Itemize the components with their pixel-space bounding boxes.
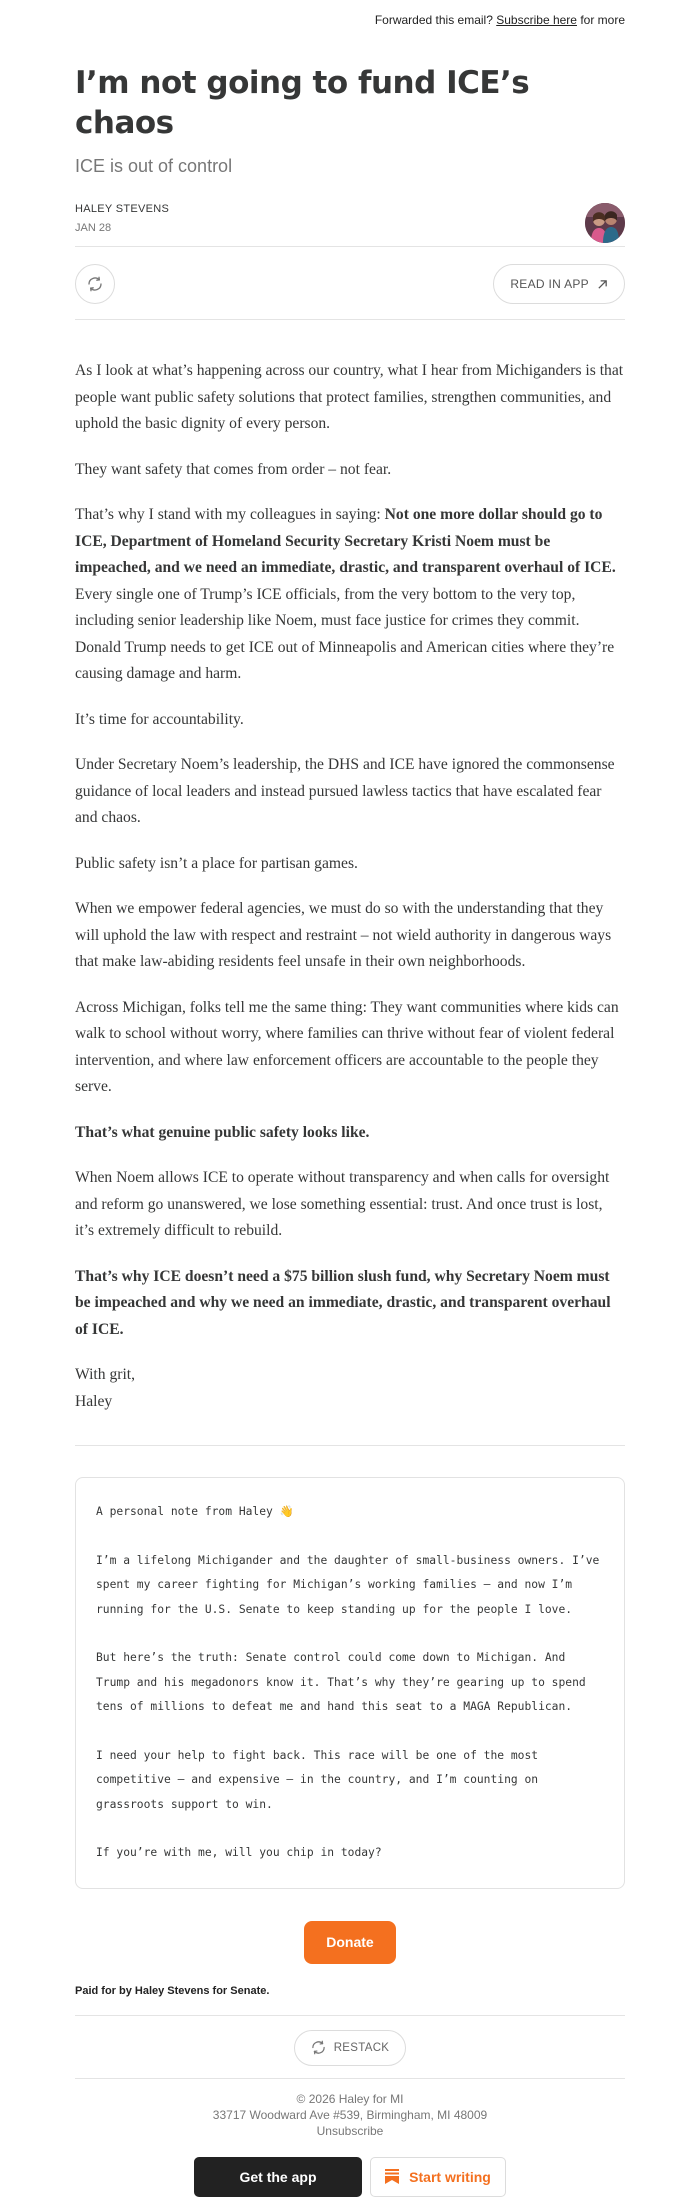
personal-note-box — [75, 1477, 625, 1889]
donate-container — [75, 1921, 625, 1965]
body-paragraph: It’s time for accountability. — [75, 710, 244, 728]
avatar[interactable] — [585, 203, 625, 243]
post-title[interactable]: I’m not going to fund ICE’s chaos — [75, 65, 530, 141]
body-paragraph: Under Secretary Noem’s leadership, the DHS and ICE have ignored the commonsense guidance of local leaders and instead pursued lawless tactics that have escalated fear and chaos. — [75, 756, 615, 826]
forward-suffix: for more — [580, 13, 625, 27]
start-writing-label: Start writing — [409, 2168, 491, 2185]
body-paragraph — [75, 502, 625, 688]
body-text-bold: That’s what genuine public safety looks like. — [75, 1123, 370, 1141]
note-heading: A personal note from Haley 👋 — [96, 1505, 294, 1518]
body-paragraph: When Noem allows ICE to operate without transparency and when calls for oversight and reform go unanswered, we lose something essential: trust. And once trust is lost, it’s extremely difficult to rebuild. — [75, 1169, 610, 1239]
restack-icon — [87, 276, 103, 292]
body-paragraph — [75, 1264, 625, 1344]
restack-container — [75, 2030, 625, 2066]
post-body — [75, 358, 625, 1415]
restack-label: RESTACK — [333, 2041, 390, 2054]
arrow-up-right-icon — [597, 279, 608, 290]
post-actions — [75, 247, 625, 319]
avatar-photo-icon — [585, 203, 625, 243]
substack-logo-icon — [385, 2169, 399, 2184]
restack-button-top[interactable] — [75, 264, 115, 304]
footer — [75, 2091, 625, 2139]
read-in-app-label: READ IN APP — [510, 277, 589, 291]
body-text-lead: That’s why I stand with my colleagues in saying: — [75, 506, 385, 523]
note-paragraph: But here’s the truth: Senate control could come down to Michigan. And Trump and his megadonors know it. That’s why they’re gearing up to spend tens of millions to defeat me and hand this seat to a MAGA Republican. — [96, 1651, 586, 1713]
body-text-rest: Every single one of Trump’s ICE officials, from the very bottom to the very top, including senior leadership like Noem, must face justice for crimes they commit. Donald Trump needs to get ICE out of Minneapolis and American cities where they’re causing damage and harm. — [75, 585, 615, 682]
body-paragraph: When we empower federal agencies, we must do so with the understanding that they will uphold the law with respect and restraint – not wield authority in dangerous ways that make law-abiding residents feel unsafe in their own neighborhoods. — [75, 900, 612, 970]
author-name[interactable]: HALEY STEVENS — [75, 203, 170, 215]
body-paragraph: As I look at what’s happening across our country, what I hear from Michiganders is that people want public safety solutions that protect families, strengthen communities, and uphold the basic dignity of every person. — [75, 362, 624, 432]
get-the-app-button[interactable]: Get the app — [194, 2157, 362, 2197]
body-paragraph: Public safety isn’t a place for partisan games. — [75, 854, 358, 872]
read-in-app-button[interactable] — [493, 264, 625, 304]
footer-copyright: © 2026 Haley for MI — [296, 2091, 404, 2106]
body-paragraph — [75, 1120, 625, 1147]
forward-prefix: Forwarded this email? — [374, 13, 493, 27]
unsubscribe-link[interactable]: Unsubscribe — [316, 2123, 384, 2138]
byline — [75, 202, 625, 246]
body-text-bold: Not one more dollar should go to ICE, Department of Homeland Security Secretary Kristi Noem must be impeached, and we need an immediate, drastic, and transparent overhaul of ICE. — [75, 506, 616, 576]
divider — [75, 2015, 625, 2016]
divider — [75, 1445, 625, 1446]
body-paragraph: They want safety that comes from order – not fear. — [75, 460, 392, 478]
sign-off — [75, 1362, 625, 1415]
donate-button[interactable]: Donate — [304, 1921, 395, 1964]
sign-off-line: With grit, — [75, 1366, 136, 1383]
post-date: JAN 28 — [75, 222, 112, 234]
body-text-bold: That’s why ICE doesn’t need a $75 billion slush fund, why Secretary Noem must be impeached and why we need an immediate, drastic, and transparent overhaul of ICE. — [75, 1267, 611, 1338]
footer-address: 33717 Woodward Ave #539, Birmingham, MI 48009 — [212, 2107, 488, 2122]
post-subtitle: ICE is out of control — [75, 156, 233, 176]
note-paragraph: I’m a lifelong Michigander and the daughter of small-business owners. I’ve spent my career fighting for Michigan’s working families – and now I’m running for the U.S. Senate to keep standing up for the people I love. — [96, 1553, 600, 1616]
email-container — [75, 0, 625, 2197]
divider — [75, 319, 625, 320]
note-paragraph: I need your help to fight back. This race will be one of the most competitive – and expensive – in the country, and I’m counting on grassroots support to win. — [96, 1748, 539, 1811]
subscribe-link[interactable]: Subscribe here — [496, 13, 577, 27]
divider — [75, 2078, 625, 2079]
note-paragraph: If you’re with me, will you chip in today? — [96, 1846, 382, 1859]
body-paragraph: Across Michigan, folks tell me the same thing: They want communities where kids can walk to school without worry, where families can thrive without fear of violent federal intervention, and where law enforcement officers are accountable to the people they serve. — [75, 998, 619, 1095]
forward-bar — [75, 0, 625, 33]
signature-name: Haley — [75, 1392, 113, 1410]
paid-for-disclaimer: Paid for by Haley Stevens for Senate. — [75, 1984, 270, 1997]
restack-icon — [311, 2040, 326, 2055]
restack-button[interactable] — [294, 2030, 407, 2066]
